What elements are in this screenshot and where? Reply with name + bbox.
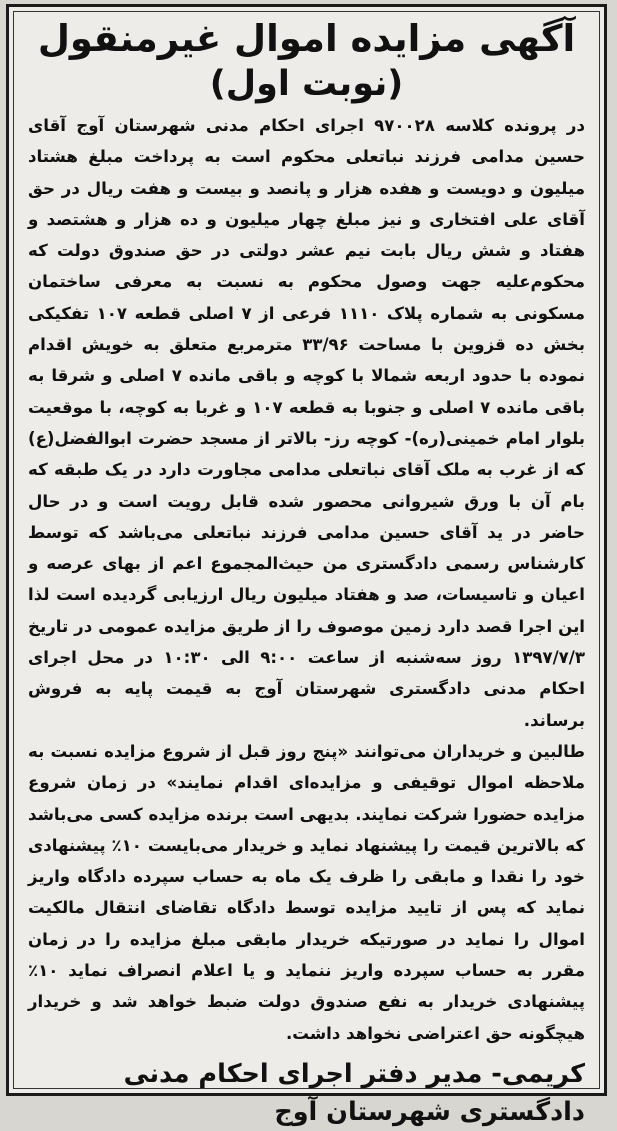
notice-body [28,110,585,1049]
notice-paragraph: در پرونده کلاسه ۹۷۰۰۲۸ اجرای احکام مدنی شهرستان آوج آقای حسین مدامی فرزند نباتعلی محکوم است به پرداخت مبلغ هشتاد میلیون و دویست و هفده هزار و پانصد و بیست و هفت ریال در حق آقای علی افتخاری و نیز مبلغ چهار میلیون و ده هزار و هشتصد و هفتاد و شش ریال بابت نیم عشر دولتی در حق صندوق دولت که محکوم‌علیه جهت وصول محکوم به نسبت به معرفی ساختمان مسکونی به شماره پلاک ۱۱۱۰ فرعی از ۷ اصلی قطعه ۱۰۷ تفکیکی بخش ده قزوین با مساحت ۳۳/۹۶ مترمربع متعلق به خویش اقدام نموده با حدود اربعه شمالا با کوچه و باقی مانده ۷ اصلی و شرقا به باقی مانده ۷ اصلی و جنوبا به قطعه ۱۰۷ و غربا به کوچه، با موقعیت بلوار امام خمینی(ره)- کوچه رز- بالاتر از مسجد حضرت ابوالفضل(ع) که از غرب به ملک آقای نباتعلی مدامی مجاورت دارد در یک طبقه که بام آن با ورق شیروانی محصور شده قابل رویت است و در حال حاضر در ید آقای حسین مدامی فرزند نباتعلی می‌باشد که توسط کارشناس رسمی دادگستری من حیث‌المجموع اعم از بهای عرصه و اعیان و تاسیسات، صد و هفتاد میلیون ریال ارزیابی گردیده است لذا این اجرا قصد دارد زمین موصوف را از طریق مزایده عمومی در تاریخ ۱۳۹۷/۷/۳ روز سه‌شنبه از ساعت ۹:۰۰ الی ۱۰:۳۰ در محل اجرای احکام مدنی دادگستری شهرستان آوج به قیمت پایه به فروش برساند. [28,116,585,730]
signature-line: دادگستری شهرستان آوج [274,1096,585,1127]
signature-line: کریمی- مدیر دفتر اجرای احکام مدنی [123,1058,585,1089]
notice-subtitle: (نوبت اول) [209,64,404,104]
signature-block [28,1055,585,1131]
auction-notice [6,4,607,1127]
notice-paragraph: طالبین و خریداران می‌توانند «پنج روز قبل از شروع مزایده نسبت به ملاحظه اموال توقیفی و مزایده‌ای اقدام نمایند» در زمان شروع مزایده حضورا شرکت نمایند. بدیهی است برنده مزایده کسی می‌باشد که بالاترین قیمت را پیشنهاد نماید و خریدار می‌بایست ۱۰٪ پیشنهادی خود را نقدا و مابقی را ظرف یک ماه به حساب سپرده دادگاه واریز نماید که پس از تایید مزایده توسط دادگاه تقاضای انتقال مالکیت اموال را نماید در صورتیکه خریدار مابقی مبلغ مزایده را در زمان مقرر به حساب سپرده واریز ننماید و یا اعلام انصراف نماید ۱۰٪ پیشنهادی خریدار به نفع صندوق دولت ضبط خواهد شد و خریدار هیچگونه حق اعتراضی نخواهد داشت. [28,741,586,1043]
notice-title: آگهی مزایده اموال غیرمنقول [37,17,576,60]
notice-inner-frame [13,11,600,1127]
